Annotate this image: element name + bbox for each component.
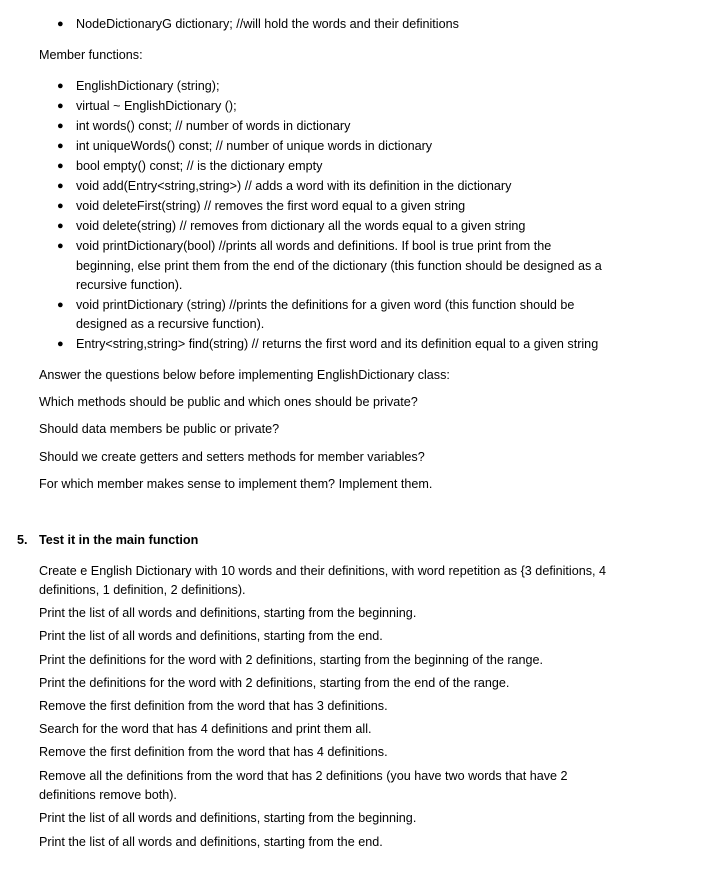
section-title: Test it in the main function bbox=[39, 533, 199, 547]
question-line: Should data members be public or private? bbox=[39, 422, 280, 436]
member-item: bool empty() const; // is the dictionary empty bbox=[76, 159, 323, 173]
top-item: NodeDictionaryG dictionary; //will hold the words and their definitions bbox=[76, 17, 459, 31]
test-line: Create e English Dictionary with 10 words and their definitions, with word repetition as {3 definitions, 4 bbox=[39, 564, 607, 578]
test-line: Print the list of all words and definitions, starting from the beginning. bbox=[39, 606, 417, 620]
test-line-continuation: definitions, 1 definition, 2 definitions). bbox=[39, 583, 246, 597]
member-item: void delete(string) // removes from dictionary all the words equal to a given string bbox=[76, 219, 526, 233]
bullet-icon: ● bbox=[57, 338, 64, 350]
member-item-continuation: beginning, else print them from the end of the dictionary (this function should be designed as a bbox=[76, 259, 602, 273]
test-line: Print the list of all words and definitions, starting from the beginning. bbox=[39, 811, 417, 825]
test-line: Print the list of all words and definitions, starting from the end. bbox=[39, 835, 383, 849]
member-item: int words() const; // number of words in dictionary bbox=[76, 119, 351, 133]
member-functions-heading: Member functions: bbox=[39, 48, 143, 62]
member-item: void deleteFirst(string) // removes the first word equal to a given string bbox=[76, 199, 466, 213]
bullet-icon: ● bbox=[57, 140, 64, 152]
bullet-icon: ● bbox=[57, 220, 64, 232]
bullet-icon: ● bbox=[57, 299, 64, 311]
bullet-icon: ● bbox=[57, 200, 64, 212]
member-item: void printDictionary(bool) //prints all words and definitions. If bool is true print from the bbox=[76, 239, 552, 253]
test-line-continuation: definitions remove both). bbox=[39, 788, 177, 802]
section-number: 5. bbox=[17, 533, 28, 547]
bullet-icon: ● bbox=[57, 18, 64, 30]
member-item-continuation: recursive function). bbox=[76, 278, 183, 292]
bullet-icon: ● bbox=[57, 80, 64, 92]
test-line: Remove all the definitions from the word that has 2 definitions (you have two words that have 2 bbox=[39, 769, 568, 783]
member-item-continuation: designed as a recursive function). bbox=[76, 317, 265, 331]
question-line: Answer the questions below before implementing EnglishDictionary class: bbox=[39, 368, 450, 382]
member-item: virtual ~ EnglishDictionary (); bbox=[76, 99, 237, 113]
test-line: Remove the first definition from the word that has 3 definitions. bbox=[39, 699, 388, 713]
bullet-icon: ● bbox=[57, 180, 64, 192]
member-item: int uniqueWords() const; // number of unique words in dictionary bbox=[76, 139, 433, 153]
member-item: Entry<string,string> find(string) // returns the first word and its definition equal to a given string bbox=[76, 337, 599, 351]
test-line: Print the list of all words and definitions, starting from the end. bbox=[39, 629, 383, 643]
test-line: Print the definitions for the word with 2 definitions, starting from the end of the range. bbox=[39, 676, 510, 690]
member-item: EnglishDictionary (string); bbox=[76, 79, 220, 93]
member-item: void printDictionary (string) //prints the definitions for a given word (this function should be bbox=[76, 298, 575, 312]
question-line: Which methods should be public and which ones should be private? bbox=[39, 395, 418, 409]
question-line: Should we create getters and setters methods for member variables? bbox=[39, 450, 425, 464]
test-line: Search for the word that has 4 definitions and print them all. bbox=[39, 722, 372, 736]
question-line: For which member makes sense to implement them? Implement them. bbox=[39, 477, 433, 491]
member-item: void add(Entry<string,string>) // adds a word with its definition in the dictionary bbox=[76, 179, 512, 193]
bullet-icon: ● bbox=[57, 100, 64, 112]
test-line: Remove the first definition from the word that has 4 definitions. bbox=[39, 745, 388, 759]
bullet-icon: ● bbox=[57, 120, 64, 132]
bullet-icon: ● bbox=[57, 160, 64, 172]
test-line: Print the definitions for the word with 2 definitions, starting from the beginning of the range. bbox=[39, 653, 544, 667]
bullet-icon: ● bbox=[57, 240, 64, 252]
